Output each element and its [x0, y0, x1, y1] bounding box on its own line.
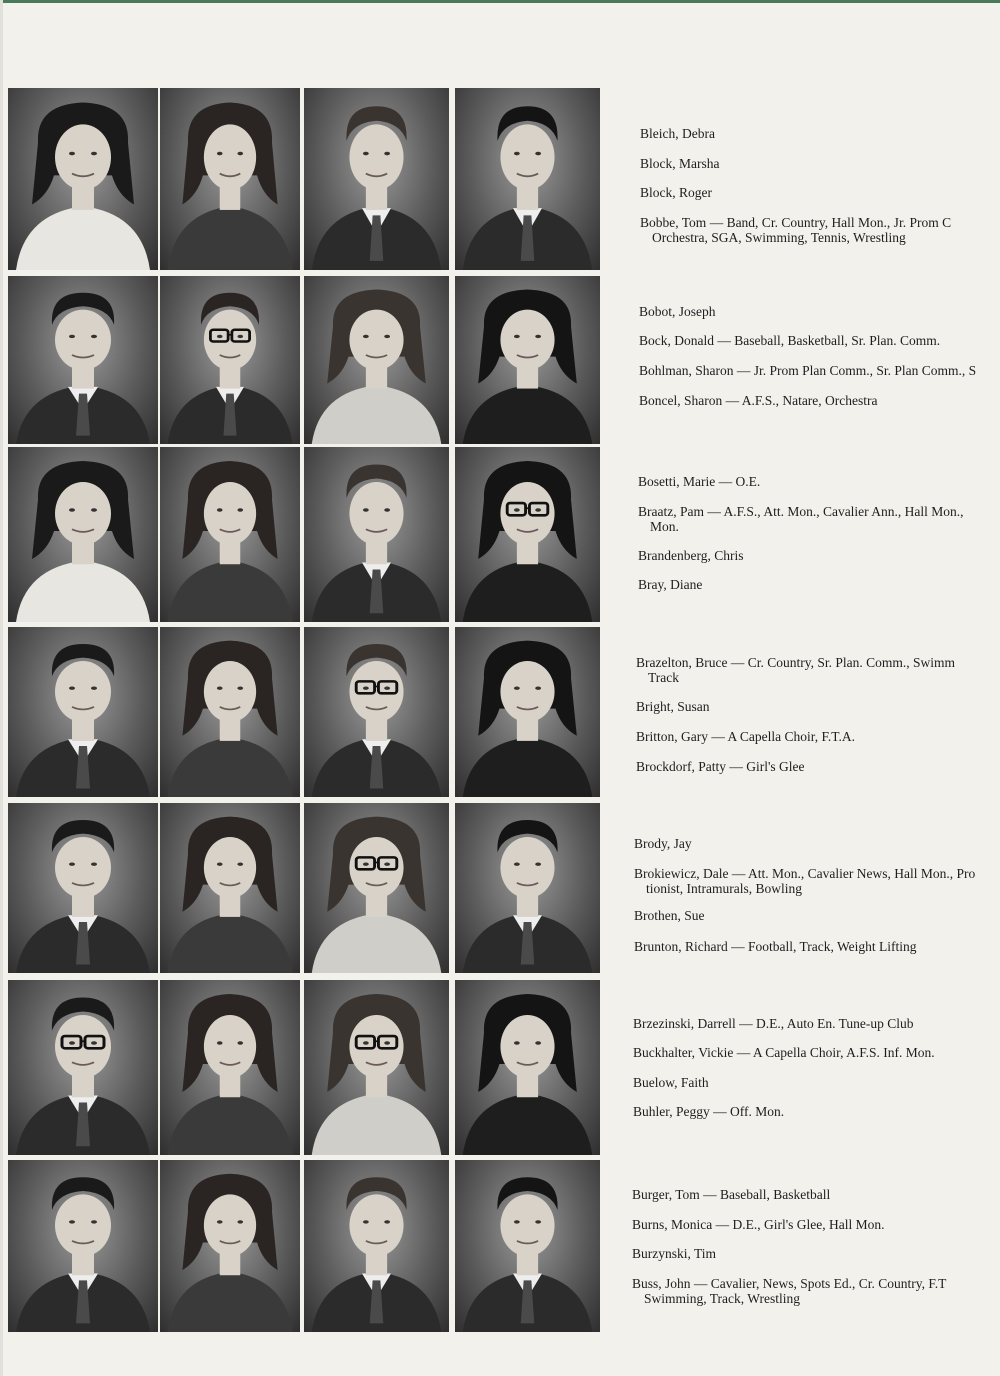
student-activities: Football, Track, Weight Lifting — [748, 939, 917, 954]
activity-separator: — — [714, 333, 735, 348]
student-entry — [632, 1187, 830, 1202]
student-entry — [640, 215, 951, 245]
student-name: Brothen, Sue — [634, 908, 705, 923]
name-list — [0, 803, 1000, 973]
name-list — [0, 88, 1000, 270]
activity-separator: — — [703, 504, 724, 519]
student-name: Bock, Donald — [639, 333, 714, 348]
activity-separator: — — [733, 363, 754, 378]
student-activities: Cr. Country, Sr. Plan. Comm., Swimm — [747, 655, 955, 670]
student-activities: A Capella Choir, A.F.S. Inf. Mon. — [752, 1045, 935, 1060]
student-name: Burzynski, Tim — [632, 1246, 717, 1261]
student-entry — [638, 548, 743, 563]
student-entry — [632, 1246, 716, 1261]
student-entry — [634, 939, 917, 954]
activity-separator: — — [715, 474, 736, 489]
student-activities: Off. Mon. — [729, 1104, 785, 1119]
student-name: Block, Roger — [640, 185, 712, 200]
student-entry — [633, 1075, 709, 1090]
student-activities: Band, Cr. Country, Hall Mon., Jr. Prom C — [726, 215, 952, 230]
activity-separator: — — [690, 1276, 711, 1291]
student-activities: Baseball, Basketball — [720, 1187, 831, 1202]
activity-separator: — — [727, 939, 748, 954]
name-list — [0, 447, 1000, 622]
name-list — [0, 276, 1000, 444]
portrait-row — [0, 88, 1000, 270]
student-entry — [632, 1217, 885, 1232]
student-activities: Jr. Prom Plan Comm., Sr. Plan Comm., S — [753, 363, 977, 378]
student-activities: A Capella Choir, F.T.A. — [727, 729, 856, 744]
student-name: Block, Marsha — [640, 156, 720, 171]
student-name: Bobbe, Tom — [640, 215, 707, 230]
activity-separator: — — [722, 393, 742, 408]
student-activities: O.E. — [735, 474, 761, 489]
student-name: Buhler, Peggy — [633, 1104, 710, 1119]
student-entry — [639, 304, 716, 319]
student-name: Brandenberg, Chris — [638, 548, 744, 563]
student-activities: Baseball, Basketball, Sr. Plan. Comm. — [734, 333, 941, 348]
activity-separator: — — [726, 759, 747, 774]
student-name: Bright, Susan — [636, 699, 710, 714]
student-entry — [638, 504, 964, 534]
student-entry — [639, 333, 940, 348]
student-entry — [636, 655, 955, 685]
student-name: Burger, Tom — [632, 1187, 700, 1202]
student-entry — [634, 866, 975, 896]
student-name: Brazelton, Bruce — [636, 655, 728, 670]
student-name: Braatz, Pam — [638, 504, 704, 519]
student-activities: A.F.S., Att. Mon., Cavalier Ann., Hall Mon., — [723, 504, 964, 519]
student-activities: Att. Mon., Cavalier News, Hall Mon., Pro — [747, 866, 976, 881]
student-entry — [633, 1016, 914, 1031]
student-activities: D.E., Girl's Glee, Hall Mon. — [732, 1217, 885, 1232]
student-name: Britton, Gary — [636, 729, 708, 744]
student-name: Buckhalter, Vickie — [633, 1045, 734, 1060]
activity-separator: — — [727, 655, 748, 670]
portrait-row — [0, 276, 1000, 444]
activity-separator: — — [712, 1217, 733, 1232]
name-list — [0, 627, 1000, 797]
student-entry — [640, 156, 719, 171]
student-activities-continued: Orchestra, SGA, Swimming, Tennis, Wrestling — [652, 230, 906, 245]
student-entry — [632, 1276, 946, 1306]
student-entry — [634, 908, 705, 923]
student-entry — [636, 729, 855, 744]
student-activities: Cavalier, News, Spots Ed., Cr. Country, F.T — [710, 1276, 947, 1291]
activity-separator: — — [735, 1016, 756, 1031]
student-name: Buss, John — [632, 1276, 691, 1291]
student-activities: A.F.S., Natare, Orchestra — [741, 393, 878, 408]
portrait-row — [0, 803, 1000, 973]
student-entry — [640, 126, 715, 141]
student-name: Brody, Jay — [634, 836, 692, 851]
student-name: Bohlman, Sharon — [639, 363, 734, 378]
student-entry — [638, 474, 760, 489]
activity-separator: — — [709, 1104, 730, 1119]
student-entry — [638, 577, 702, 592]
student-activities-continued: tionist, Intramurals, Bowling — [646, 881, 802, 896]
student-name: Boncel, Sharon — [639, 393, 723, 408]
student-name: Burns, Monica — [632, 1217, 713, 1232]
student-name: Brokiewicz, Dale — [634, 866, 729, 881]
student-activities-continued: Track — [648, 670, 680, 685]
student-name: Bray, Diane — [638, 577, 703, 592]
student-entry — [636, 759, 805, 774]
student-activities-continued: Mon. — [650, 519, 679, 534]
page-top-edge — [0, 0, 1000, 3]
student-entry — [640, 185, 712, 200]
student-name: Buelow, Faith — [633, 1075, 709, 1090]
student-name: Bobot, Joseph — [639, 304, 716, 319]
student-name: Brzezinski, Darrell — [633, 1016, 736, 1031]
student-entry — [633, 1045, 935, 1060]
student-entry — [634, 836, 692, 851]
portrait-row — [0, 980, 1000, 1155]
student-entry — [636, 699, 710, 714]
student-name: Bleich, Debra — [640, 126, 715, 141]
student-name: Bosetti, Marie — [638, 474, 716, 489]
activity-separator: — — [708, 729, 728, 744]
student-activities: D.E., Auto En. Tune-up Club — [755, 1016, 914, 1031]
student-name: Brunton, Richard — [634, 939, 728, 954]
student-activities: Girl's Glee — [746, 759, 805, 774]
activity-separator: — — [706, 215, 727, 230]
activity-separator: — — [733, 1045, 753, 1060]
student-entry — [639, 393, 878, 408]
name-list — [0, 980, 1000, 1155]
student-activities-continued: Swimming, Track, Wrestling — [644, 1291, 800, 1306]
student-entry — [633, 1104, 784, 1119]
portrait-row — [0, 627, 1000, 797]
student-name: Brockdorf, Patty — [636, 759, 726, 774]
portrait-row — [0, 1160, 1000, 1332]
name-list — [0, 1160, 1000, 1332]
activity-separator: — — [728, 866, 748, 881]
student-entry — [639, 363, 976, 378]
portrait-row — [0, 447, 1000, 622]
activity-separator: — — [699, 1187, 721, 1202]
